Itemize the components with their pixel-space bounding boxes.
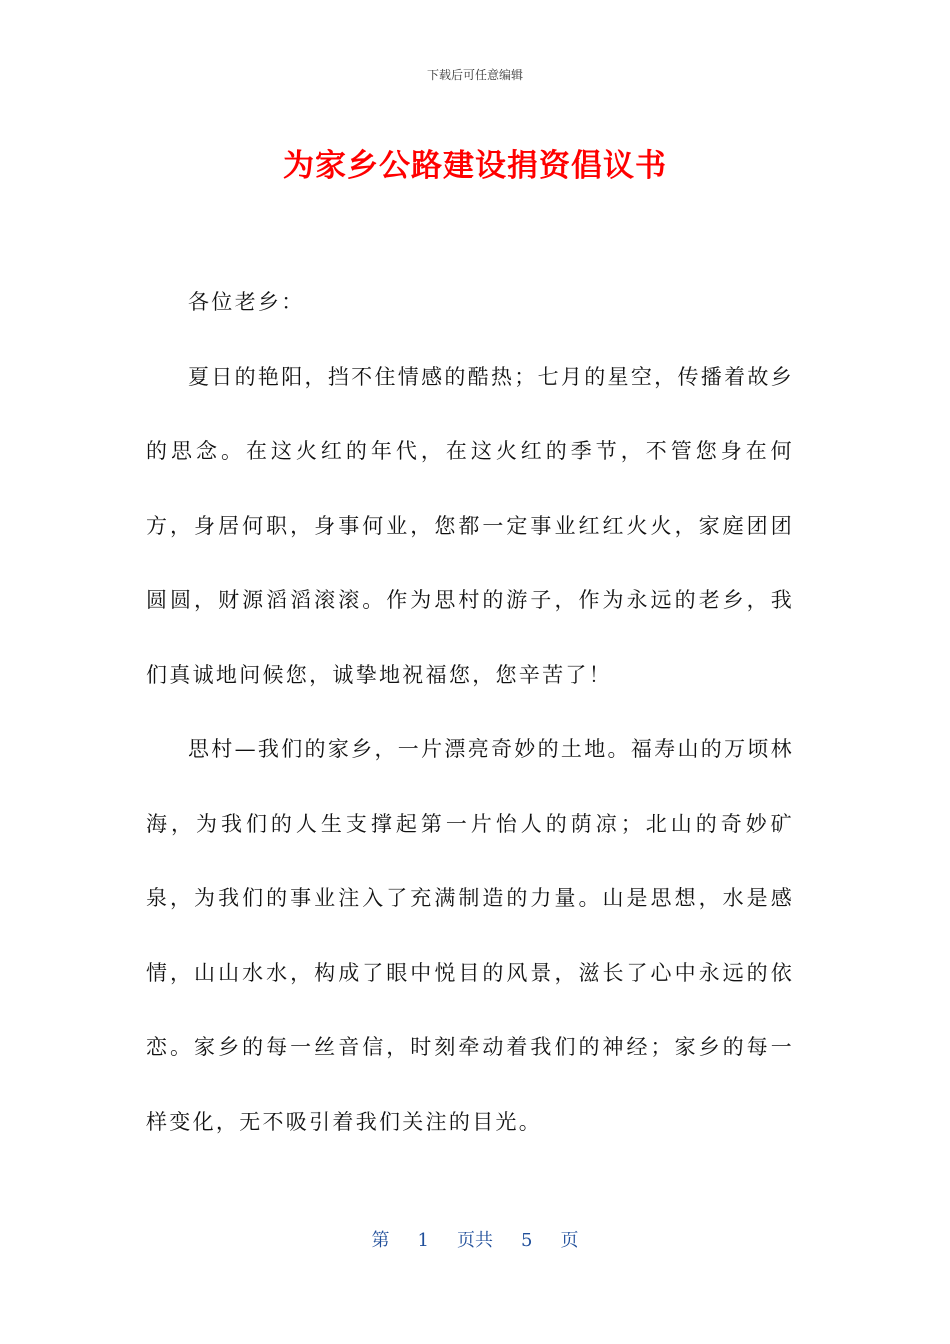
salutation: 各位老乡： (188, 290, 305, 314)
current-page-number: 1 (417, 1230, 429, 1251)
document-body (146, 265, 794, 1159)
total-pages-number: 5 (521, 1230, 533, 1251)
page-footer (0, 1226, 950, 1252)
header-note: 下载后可任意编辑 (426, 68, 523, 82)
paragraph-1: 夏日的艳阳，挡不住情感的酷热；七月的星空，传播着故乡的思念。在这火红的年代，在这火红的季节，不管您身在何方，身居何职，身事何业，您都一定事业红红火火，家庭团团圆圆，财源滔滔滚滚。作为思村的游子，作为永远的老乡，我们真诚地问候您，诚挚地祝福您，您辛苦了！ (146, 364, 794, 687)
paragraph-2: 思村—我们的家乡，一片漂亮奇妙的土地。福寿山的万顷林海，为我们的人生支撑起第一片怡人的荫凉；北山的奇妙矿泉，为我们的事业注入了充满制造的力量。山是思想，水是感情，山山水水，构成了眼中悦目的风景，滋长了心中永远的依恋。家乡的每一丝音信，时刻牵动着我们的神经；家乡的每一样变化，无不吸引着我们关注的目光。 (146, 737, 794, 1134)
footer-mid: 页共 (457, 1230, 493, 1251)
document-title: 为家乡公路建设捐资倡议书 (283, 148, 667, 184)
footer-suffix: 页 (560, 1230, 579, 1251)
footer-prefix: 第 (371, 1230, 390, 1251)
